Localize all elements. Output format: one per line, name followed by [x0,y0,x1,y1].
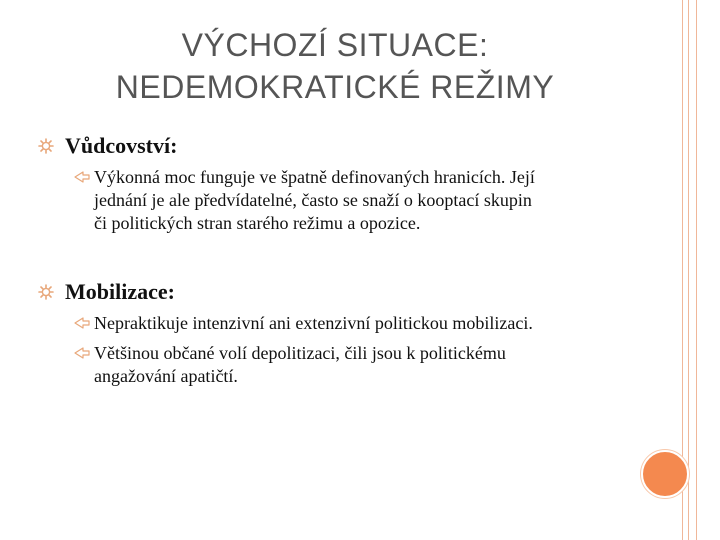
arrow-bullet-icon [74,171,90,183]
title-line-1: VÝCHOZÍ SITUACE: [181,27,489,63]
decorative-lines [682,0,702,540]
decorative-circle [641,450,689,498]
arrow-bullet-icon [74,347,90,359]
list-item: Nepraktikuje intenzivní ani extenzivní politickou mobilizaci. [94,313,533,333]
page-title [40,24,630,108]
title-line-2: NEDEMOKRATICKÉ REŽIMY [115,69,555,105]
list-item: Výkonná moc funguje ve špatně definovaných hranicích. Její jednání je ale předvídatelné, často se snaží o kooptací skupin či politických stran starého režimu a opozice. [94,167,535,233]
list-item: Většinou občané volí depolitizaci, čili jsou k politickému angažování apatičtí. [94,343,506,386]
sun-bullet-icon [38,138,54,154]
section-heading-mobilizace: Mobilizace: [65,279,175,304]
sun-bullet-icon [38,284,54,300]
section-heading-vudcovstvi: Vůdcovství: [65,133,178,158]
arrow-bullet-icon [74,317,90,329]
